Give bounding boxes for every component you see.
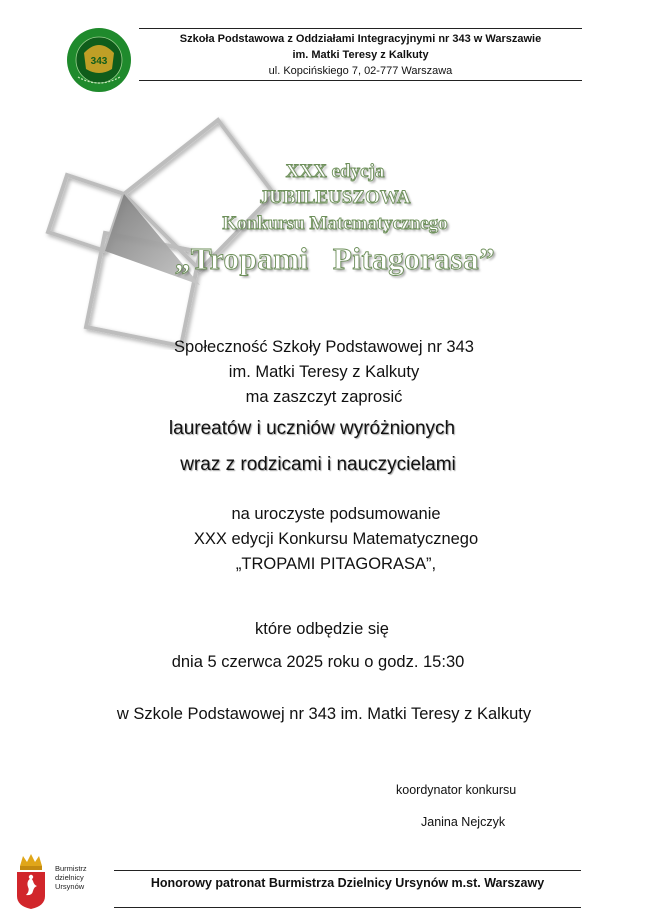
title-edition: XXX edycja — [285, 161, 385, 182]
event-line-3: „TROPAMI PITAGORASA”, — [235, 555, 437, 573]
title-jubilee: JUBILEUSZOWA — [259, 187, 411, 208]
invite-line-1: Społeczność Szkoły Podstawowej nr 343 — [174, 338, 474, 356]
header-rule-bottom — [139, 80, 582, 81]
honorees-line-1: laureatów i uczniów wyróżnionych — [168, 418, 456, 439]
herb-text-line-2: dzielnicy — [55, 873, 84, 882]
event-line-2: XXX edycji Konkursu Matematycznego — [193, 530, 479, 548]
school-logo — [66, 27, 132, 93]
event-line-1: na uroczyste podsumowanie — [231, 505, 441, 523]
logo-number: 343 — [90, 56, 108, 67]
footer-rule-bottom — [114, 907, 581, 908]
header-rule-top — [139, 28, 582, 29]
district-mayor-mark — [55, 864, 115, 891]
title-contest-name: „Tropami Pitagorasa” — [174, 241, 496, 276]
coordinator-label: koordynator konkursu — [396, 783, 517, 797]
ursynow-coat-of-arms-icon — [14, 852, 48, 910]
footer-rule-top — [114, 870, 581, 871]
title-contest-type: Konkursu Matematycznego — [222, 213, 448, 234]
school-patron: im. Matki Teresy z Kalkuty — [292, 49, 429, 61]
event-location: w Szkole Podstawowej nr 343 im. Matki Teresy z Kalkuty — [116, 705, 532, 723]
school-address: ul. Kopcińskiego 7, 02-777 Warszawa — [268, 65, 453, 77]
herb-text-line-3: Ursynów — [55, 882, 85, 891]
school-name: Szkoła Podstawowa z Oddziałami Integracyjnymi nr 343 w Warszawie — [179, 33, 542, 45]
honorees-line-2: wraz z rodzicami i nauczycielami — [180, 454, 456, 475]
event-date-time: dnia 5 czerwca 2025 roku o godz. 15:30 — [171, 653, 465, 671]
honorary-patronage: Honorowy patronat Burmistrza Dzielnicy Ursynów m.st. Warszawy — [150, 876, 545, 890]
herb-text-line-1: Burmistrz — [55, 864, 87, 873]
invite-line-2: im. Matki Teresy z Kalkuty — [228, 363, 420, 381]
when-line-1: które odbędzie się — [255, 620, 389, 638]
coordinator-name: Janina Nejczyk — [421, 815, 506, 829]
invite-line-3: ma zaszczyt zaprosić — [245, 388, 403, 406]
